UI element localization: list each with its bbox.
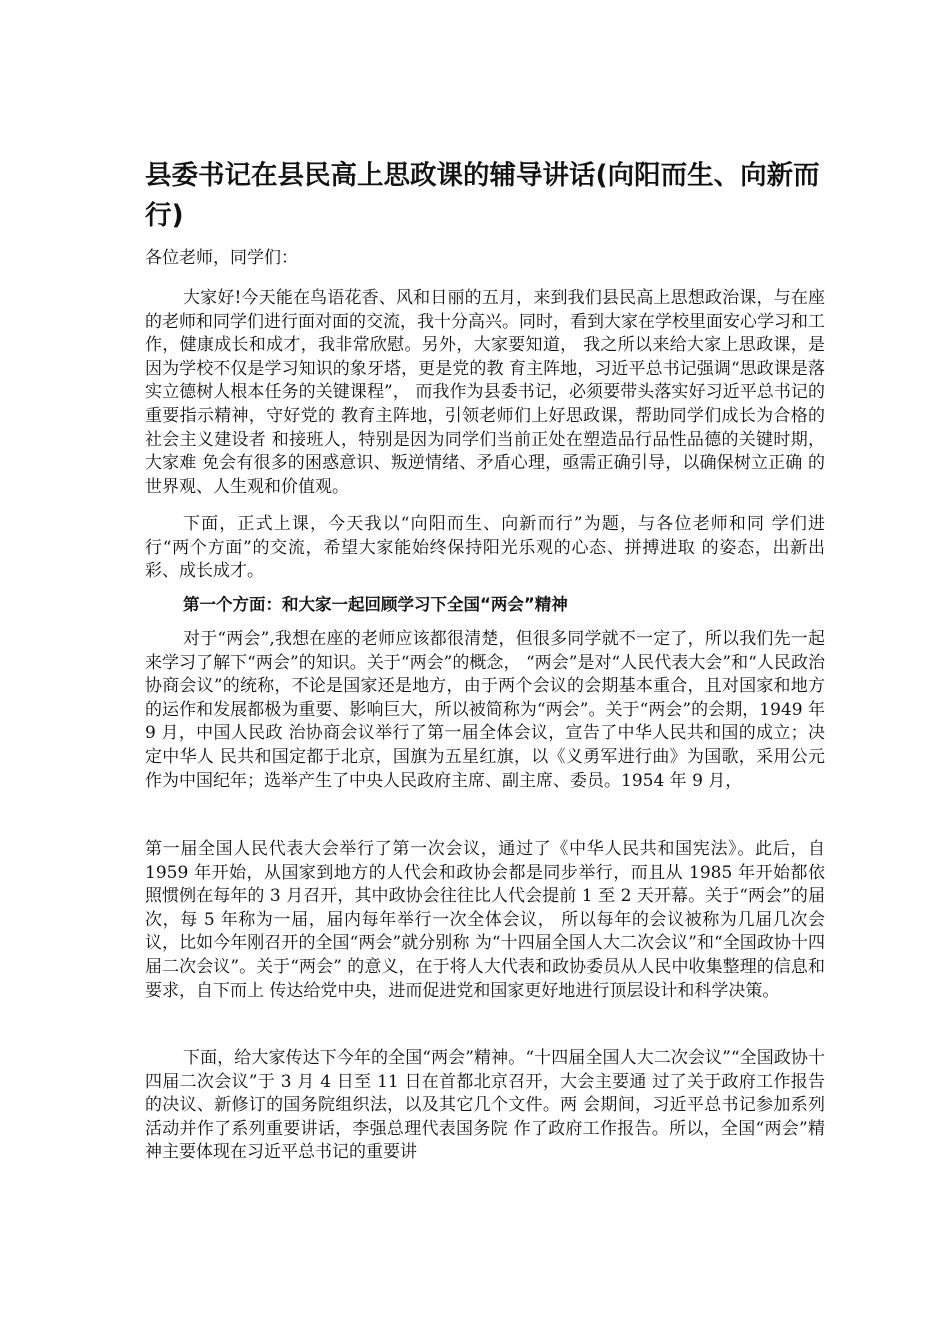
salutation: 各位老师，同学们： (145, 248, 298, 268)
paragraph-two-sessions-concept: 对于“两会”,我想在座的老师应该都很清楚，但很多同学就不一定了，所以我们先一起来学习了解下“两会”的知识。关于“两会”的概念， “两会”是对“人民代表大会”和“人民政治协商会议”的统称，不论是国家还是地方，由于两个会议的会期基本重合，且对国家和地方的运作和发展都极为重要、影响巨大，所以被简称为“两会”。关于“两会”的会期，1949 年 9 月，中国人民政 治协商会议举行了第一届全体会议，宣告了中华人民共和国的成立；决定中华人 民共和国定都于北京，国旗为五星红旗，以《义勇军进行曲》为国歌，采用公元 作为中国纪年；选举产生了中央人民政府主席、副主席、委员。1954 年 9 月， (145, 629, 825, 791)
paragraph-two-sessions-history: 第一届全国人民代表大会举行了第一次会议，通过了《中华人民共和国宪法》。此后，自 1959 年开始，从国家到地方的人代会和政协会都是同步举行，而且从 1985 年开始都依照惯例在每年的 3 月召开，其中政协会往往比人代会提前 1 至 2 天开幕。关于“两会”的届次，每 5 年称为一届，届内每年举行一次全体会议， 所以每年的会议被称为几届几次会议，比如今年刚召开的全国“两会”就分别称 为“十四届全国人大二次会议”和“全国政协十四届二次会议”。关于“两会” 的意义，在于将人大代表和政协委员从人民中收集整理的信息和要求，自下而上 传达给党中央，进而促进党和国家更好地进行顶层设计和科学决策。 (145, 839, 825, 1001)
section-heading: 第一个方面：和大家一起回顾学习下全国“两会”精神 (183, 595, 568, 614)
paragraph-topic-intro: 下面，正式上课，今天我以“向阳而生、向新而行”为题，与各位老师和同 学们进行“两个方面”的交流，希望大家能始终保持阳光乐观的心态、拼搏进取 的姿态，出新出彩、成长成才。 (145, 514, 825, 582)
paragraph-two-sessions-spirit: 下面，给大家传达下今年的全国“两会”精神。“十四届全国人大二次会议”“全国政协十四届二次会议”于 3 月 4 日至 11 日在首都北京召开，大会主要通 过了关于政府工作报告的决议、新修订的国务院组织法，以及其它几个文件。两 会期间，习近平总书记参加系列活动并作了系列重要讲话，李强总理代表国务院 作了政府工作报告。所以，全国“两会”精神主要体现在习近平总书记的重要讲 (145, 1048, 825, 1163)
paragraph-opening: 大家好!今天能在鸟语花香、风和日丽的五月，来到我们县民高上思想政治课，与在座的老师和同学们进行面对面的交流，我十分高兴。同时，看到大家在学校里面安心学习和工作，健康成长和成才，我非常欣慰。另外，大家要知道， 我之所以来给大家上思政课，是因为学校不仅是学习知识的象牙塔，更是党的教 育主阵地，习近平总书记强调“思政课是落实立德树人根本任务的关键课程”， 而我作为县委书记，必须要带头落实好习近平总书记的重要指示精神，守好党的 教育主阵地，引领老师们上好思政课，帮助同学们成长为合格的社会主义建设者 和接班人，特别是因为同学们当前正处在塑造品行品性品德的关键时期，大家难 免会有很多的困惑意识、叛逆情绪、矛盾心理，亟需正确引导，以确保树立正确 的世界观、人生观和价值观。 (145, 288, 825, 497)
document-title: 县委书记在县民高上思政课的辅导讲话(向阳而生、向新而行) (145, 160, 820, 231)
